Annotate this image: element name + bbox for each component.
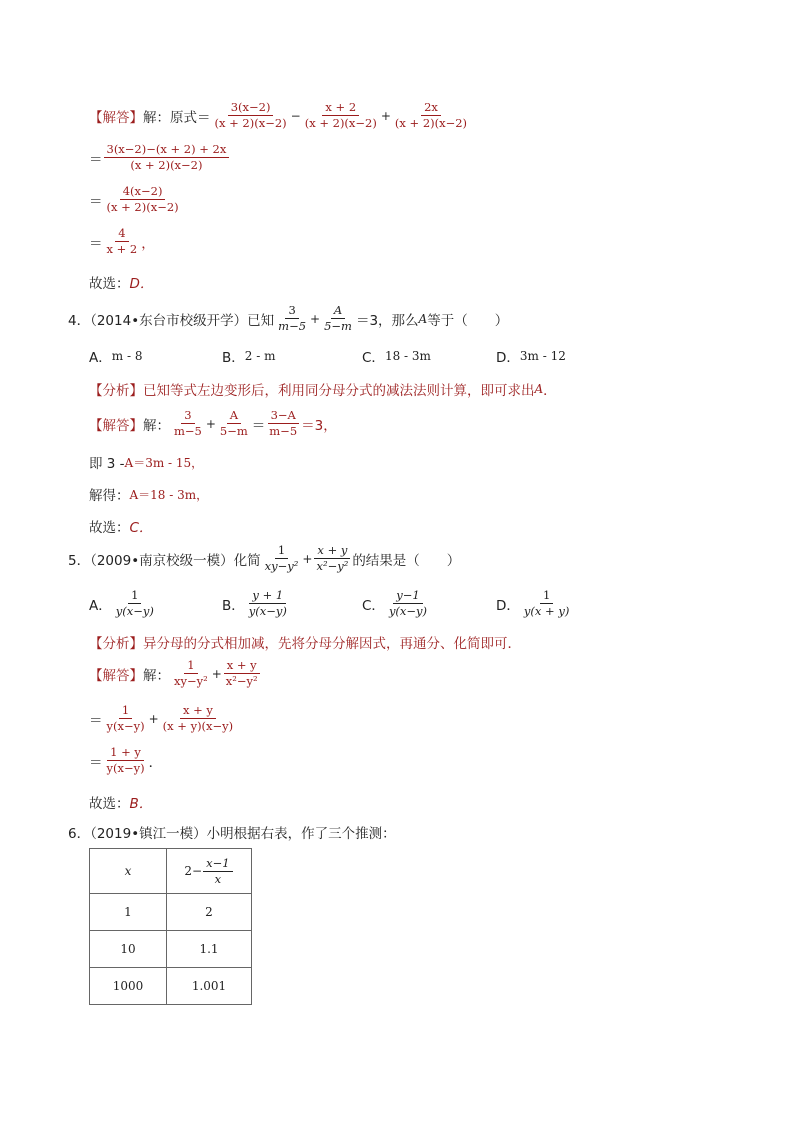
choose-label: 故选： (89, 520, 130, 536)
option-fraction: $\frac{1}{y(x-y)}$ (115, 588, 154, 618)
table-cell: 2 (167, 894, 252, 931)
answer-value: D． (129, 276, 154, 292)
equation-rhs: ＝3， (301, 417, 337, 434)
equals-sign: ＝ (89, 712, 103, 729)
analysis-text: 异分母的分式相加减，先将分母分解因式，再通分、化简即可． (143, 636, 521, 652)
q5-question (68, 543, 460, 574)
q4-solution-line-1 (89, 408, 337, 439)
option-label: D． (496, 350, 520, 366)
q5-option-d (496, 588, 573, 619)
q4-option-b (222, 346, 275, 366)
option-label: A． (89, 597, 112, 614)
q6-question (68, 822, 396, 842)
q4-option-c (362, 346, 431, 366)
answer-value: B． (129, 796, 153, 812)
fraction: $\frac{A}{5-m}$ (219, 408, 248, 438)
question-stem: 4．（2014•东台市校级开学）已知 (68, 312, 275, 329)
fraction: $\frac{3}{m-5}$ (278, 303, 307, 333)
question-stem-end: 等于（ ） (427, 312, 509, 329)
operator: + (380, 108, 391, 123)
operator: + (310, 311, 321, 326)
q5-analysis (89, 632, 521, 652)
analysis-tag: 【分析】 (89, 383, 143, 399)
operator: + (211, 666, 222, 681)
table-cell: 1 (90, 894, 167, 931)
fraction: $\frac{x + 2}{(x + 2)(x-2)}$ (304, 100, 377, 130)
fraction: $\frac{2x}{(x + 2)(x-2)}$ (394, 100, 468, 130)
fraction: $\frac{x + y}{(x + y)(x-y)}$ (162, 703, 234, 733)
operator: + (205, 416, 216, 431)
q4-choice-line (89, 516, 152, 536)
option-fraction: $\frac{y-1}{y(x-y)}$ (388, 588, 428, 618)
punctuation: ． (148, 754, 163, 771)
option-fraction: $\frac{1}{y(x + y)}$ (523, 588, 570, 618)
question-stem-end: 的结果是（ ） (352, 552, 461, 569)
answer-tag: 【解答】 (89, 417, 143, 434)
analysis-tag: 【分析】 (89, 636, 143, 652)
solution-prefix: 解： (143, 109, 170, 126)
fraction: $\frac{4(x-2)}{(x + 2)(x-2)}$ (106, 184, 179, 214)
equals-sign: ＝ (251, 417, 266, 434)
q4-solution-line-3 (89, 484, 208, 504)
q5-option-a (89, 588, 158, 619)
operator: + (148, 711, 159, 726)
q5-solution-line-1 (89, 658, 262, 689)
option-text: m - 8 (111, 349, 143, 363)
option-text: 18 - 3m (384, 349, 431, 363)
equals-sign: ＝ (89, 754, 103, 771)
table-row (90, 894, 252, 931)
q5-choice-line (89, 792, 152, 812)
variable: A (534, 382, 544, 396)
fraction: $\frac{3}{m-5}$ (174, 408, 202, 438)
solution-prefix: 解： (143, 417, 170, 434)
equals-sign: ＝ (89, 235, 103, 252)
option-text: 2 - m (244, 349, 276, 363)
q3-solution-line-3 (89, 184, 183, 215)
option-label: D． (496, 597, 520, 614)
table-cell: 1000 (90, 968, 167, 1005)
answer-value: C． (129, 520, 153, 536)
answer-tag: 【解答】 (89, 109, 143, 126)
option-label: B． (222, 597, 245, 614)
fraction: $\frac{x + y}{\text{x²−y²}}$ (223, 658, 261, 689)
variable: A (418, 311, 428, 326)
equals-sign: ＝ (89, 151, 103, 168)
fraction: $\frac{A}{5-m}$ (324, 303, 352, 333)
question-stem: 5．（2009•南京校级一模）化简 (68, 552, 261, 569)
option-label: B． (222, 350, 245, 366)
analysis-text: 已知等式左边变形后，利用同分母分式的减法法则计算，即可求出 (143, 383, 535, 399)
step-prefix: 即 3 - (89, 456, 125, 472)
step-math: A＝18 - 3m， (129, 487, 209, 502)
table-cell: 10 (90, 931, 167, 968)
operator: − (290, 108, 301, 123)
table-row (90, 968, 252, 1005)
table-header-x: x (90, 849, 167, 894)
q4-option-d (496, 346, 566, 366)
option-label: C． (362, 597, 385, 614)
fraction: $\frac{x + y}{\text{x²−y²}}$ (313, 543, 351, 574)
table-header-row (90, 849, 252, 894)
fraction: $\frac{1 + y}{y(x-y)}$ (106, 745, 145, 775)
option-label: A． (89, 350, 112, 366)
operator: + (302, 551, 313, 566)
equals-sign: ＝ (89, 193, 103, 210)
q3-solution-line-2 (89, 142, 230, 173)
q4-option-a (89, 346, 142, 366)
fraction: $\frac{3(x-2)}{(x + 2)(x-2)}$ (214, 100, 287, 130)
question-stem: 6．（2019•镇江一模）小明根据右表，作了三个推测： (68, 826, 396, 842)
option-text: 3m - 12 (519, 349, 566, 363)
q4-question (68, 303, 508, 334)
q5-option-c (362, 588, 431, 619)
fraction: $\frac{1}{\text{xy−y²}}$ (264, 543, 299, 573)
answer-tag: 【解答】 (89, 667, 143, 684)
option-fraction: $\frac{y + 1}{y(x-y)}$ (248, 588, 287, 618)
solution-prefix: 解： (143, 667, 170, 684)
table-cell: 1.001 (167, 968, 252, 1005)
table-cell: 1.1 (167, 931, 252, 968)
question-stem-cont: ＝3，那么 (355, 312, 419, 329)
fraction: $\frac{3-A}{m-5}$ (269, 408, 298, 438)
q5-option-b (222, 588, 291, 619)
fraction: $\frac{1}{y(x-y)}$ (106, 703, 145, 733)
q3-solution-line-1 (89, 100, 471, 131)
step-math: A＝3m - 15， (124, 455, 204, 470)
q4-solution-line-2 (89, 452, 203, 472)
choose-label: 故选： (89, 796, 130, 812)
fraction: $\frac{4}{x + 2}$ (106, 226, 138, 256)
original-expression-label: 原式＝ (170, 109, 211, 126)
q6-table (89, 848, 252, 1005)
q3-solution-line-4 (89, 226, 155, 257)
fraction: $\frac{3(x-2)-(x + 2) + 2x}{(x + 2)(x-2)}$ (104, 142, 230, 173)
punctuation: ． (543, 383, 557, 399)
step-prefix: 解得： (89, 488, 130, 504)
punctuation: ， (141, 235, 155, 252)
q3-choice-line (89, 272, 153, 292)
table-row (90, 931, 252, 968)
q5-solution-line-3 (89, 745, 162, 776)
choose-label: 故选： (89, 276, 130, 292)
q5-solution-line-2 (89, 703, 237, 734)
option-label: C． (362, 350, 385, 366)
fraction: $\frac{1}{\text{xy−y²}}$ (174, 658, 208, 688)
table-header-expression: 2− $\frac{x-1}{x}$ (167, 849, 252, 894)
q4-analysis (89, 379, 557, 399)
